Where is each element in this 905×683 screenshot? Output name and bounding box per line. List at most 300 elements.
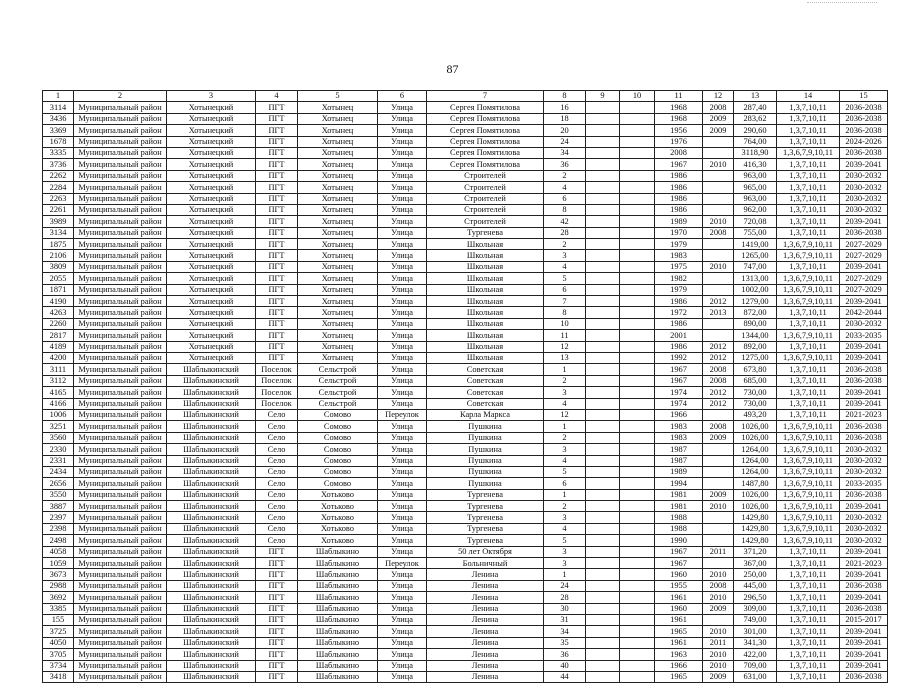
cell-year-ref (703, 193, 734, 204)
cell-area: 250,00 (734, 569, 777, 580)
column-header-3: 3 (167, 91, 256, 102)
cell-settlement: Хотынец (298, 204, 378, 215)
cell-year-ref (703, 466, 734, 477)
table-row (43, 375, 888, 386)
cell-building (586, 478, 620, 489)
cell-district: Хотынецкий (167, 239, 256, 250)
cell-street-type: Улица (378, 330, 427, 341)
cell-municipality-type: Муниципальный район (74, 364, 167, 375)
cell-letter (620, 432, 655, 443)
cell-year-ref (703, 614, 734, 625)
cell-year-ref (703, 512, 734, 523)
cell-house-number: 1 (544, 489, 586, 500)
column-header-12: 12 (703, 91, 734, 102)
cell-settlement-type: ПГТ (256, 592, 298, 603)
cell-id: 3989 (43, 216, 74, 227)
cell-municipality-type: Муниципальный район (74, 318, 167, 329)
cell-id: 3385 (43, 603, 74, 614)
cell-period: 2030-2032 (840, 466, 888, 477)
cell-letter (620, 125, 655, 136)
cell-area: 1026,00 (734, 489, 777, 500)
table-row (43, 558, 888, 569)
column-header-5: 5 (298, 91, 378, 102)
cell-year-ref (703, 478, 734, 489)
cell-house-number: 4 (544, 182, 586, 193)
cell-letter (620, 592, 655, 603)
cell-year-ref (703, 239, 734, 250)
cell-period: 2036-2038 (840, 421, 888, 432)
cell-year-ref: 2008 (703, 375, 734, 386)
cell-municipality-type: Муниципальный район (74, 102, 167, 113)
cell-building (586, 307, 620, 318)
cell-building (586, 512, 620, 523)
cell-period: 2039-2041 (840, 637, 888, 648)
cell-work-types: 1,3,7,10,11 (777, 261, 840, 272)
cell-letter (620, 603, 655, 614)
cell-district: Шаблыкинский (167, 523, 256, 534)
cell-street-type: Улица (378, 170, 427, 181)
cell-settlement-type: ПГТ (256, 273, 298, 284)
table-row (43, 466, 888, 477)
cell-settlement-type: ПГТ (256, 649, 298, 660)
cell-year-ref: 2009 (703, 113, 734, 124)
cell-period: 2039-2041 (840, 649, 888, 660)
cell-house-number: 5 (544, 535, 586, 546)
cell-year-ref: 2012 (703, 387, 734, 398)
cell-building (586, 261, 620, 272)
table-row (43, 239, 888, 250)
cell-letter (620, 239, 655, 250)
cell-work-types: 1,3,7,10,11 (777, 649, 840, 660)
cell-street: Ленина (427, 569, 544, 580)
cell-area: 720,08 (734, 216, 777, 227)
cell-area: 709,00 (734, 660, 777, 671)
cell-house-number: 3 (544, 250, 586, 261)
cell-id: 2434 (43, 466, 74, 477)
cell-settlement: Сомово (298, 444, 378, 455)
cell-area: 1419,00 (734, 239, 777, 250)
cell-letter (620, 671, 655, 682)
cell-work-types: 1,3,7,10,11 (777, 375, 840, 386)
cell-area: 371,20 (734, 546, 777, 557)
cell-street: Пушкина (427, 466, 544, 477)
cell-work-types: 1,3,7,10,11 (777, 603, 840, 614)
cell-house-number: 6 (544, 193, 586, 204)
cell-letter (620, 261, 655, 272)
cell-year-ref: 2009 (703, 671, 734, 682)
cell-settlement: Шаблыкино (298, 546, 378, 557)
cell-letter (620, 364, 655, 375)
cell-area: 892,00 (734, 341, 777, 352)
cell-house-number: 2 (544, 432, 586, 443)
cell-year-built: 1994 (655, 478, 703, 489)
cell-settlement-type: ПГТ (256, 102, 298, 113)
cell-period: 2036-2038 (840, 603, 888, 614)
cell-district: Шаблыкинский (167, 569, 256, 580)
cell-settlement: Хотынец (298, 193, 378, 204)
cell-year-built: 1961 (655, 614, 703, 625)
cell-letter (620, 660, 655, 671)
cell-house-number: 1 (544, 569, 586, 580)
cell-id: 4058 (43, 546, 74, 557)
cell-house-number: 12 (544, 409, 586, 420)
cell-letter (620, 580, 655, 591)
cell-district: Хотынецкий (167, 318, 256, 329)
cell-settlement-type: ПГТ (256, 626, 298, 637)
cell-work-types: 1,3,7,10,11 (777, 364, 840, 375)
cell-area: 1279,00 (734, 296, 777, 307)
cell-house-number: 36 (544, 159, 586, 170)
cell-street-type: Улица (378, 455, 427, 466)
cell-id: 4200 (43, 352, 74, 363)
table-row (43, 159, 888, 170)
cell-period: 2036-2038 (840, 432, 888, 443)
cell-year-ref: 2009 (703, 603, 734, 614)
cell-building (586, 649, 620, 660)
cell-street: Сергея Помятилова (427, 113, 544, 124)
cell-district: Хотынецкий (167, 170, 256, 181)
cell-year-built: 1986 (655, 318, 703, 329)
cell-period: 2039-2041 (840, 261, 888, 272)
cell-district: Хотынецкий (167, 147, 256, 158)
cell-district: Хотынецкий (167, 261, 256, 272)
cell-year-built: 1967 (655, 159, 703, 170)
cell-year-built: 1975 (655, 261, 703, 272)
cell-building (586, 387, 620, 398)
cell-street-type: Улица (378, 375, 427, 386)
cell-settlement: Хотьково (298, 523, 378, 534)
table-row (43, 284, 888, 295)
cell-settlement: Шаблыкино (298, 660, 378, 671)
cell-settlement-type: ПГТ (256, 182, 298, 193)
cell-area: 445,00 (734, 580, 777, 591)
cell-letter (620, 318, 655, 329)
cell-street: Строителей (427, 193, 544, 204)
cell-house-number: 13 (544, 352, 586, 363)
cell-municipality-type: Муниципальный район (74, 489, 167, 500)
cell-district: Шаблыкинский (167, 592, 256, 603)
cell-year-built: 1963 (655, 649, 703, 660)
cell-year-ref: 2010 (703, 261, 734, 272)
cell-letter (620, 159, 655, 170)
cell-letter (620, 649, 655, 660)
header-row (43, 91, 888, 102)
cell-municipality-type: Муниципальный район (74, 341, 167, 352)
cell-period: 2030-2032 (840, 204, 888, 215)
cell-street: Сергея Помятилова (427, 102, 544, 113)
cell-house-number: 3 (544, 444, 586, 455)
cell-year-ref: 2012 (703, 296, 734, 307)
table-row (43, 660, 888, 671)
cell-district: Шаблыкинский (167, 535, 256, 546)
cell-letter (620, 136, 655, 147)
cell-work-types: 1,3,6,7,9,10,11 (777, 421, 840, 432)
cell-settlement-type: ПГТ (256, 614, 298, 625)
cell-settlement-type: ПГТ (256, 216, 298, 227)
cell-year-built: 1974 (655, 387, 703, 398)
cell-area: 764,00 (734, 136, 777, 147)
cell-street: Ленина (427, 637, 544, 648)
cell-id: 3550 (43, 489, 74, 500)
column-header-11: 11 (655, 91, 703, 102)
cell-settlement: Сомово (298, 466, 378, 477)
cell-area: 730,00 (734, 387, 777, 398)
cell-letter (620, 170, 655, 181)
cell-settlement: Шаблыкино (298, 671, 378, 682)
cell-municipality-type: Муниципальный район (74, 478, 167, 489)
cell-street-type: Улица (378, 284, 427, 295)
cell-area: 3118,90 (734, 147, 777, 158)
cell-municipality-type: Муниципальный район (74, 523, 167, 534)
cell-work-types: 1,3,7,10,11 (777, 102, 840, 113)
cell-id: 1059 (43, 558, 74, 569)
cell-municipality-type: Муниципальный район (74, 580, 167, 591)
cell-area: 631,00 (734, 671, 777, 682)
cell-settlement: Хотынец (298, 284, 378, 295)
table-row (43, 478, 888, 489)
cell-letter (620, 558, 655, 569)
cell-district: Шаблыкинский (167, 546, 256, 557)
cell-id: 2398 (43, 523, 74, 534)
cell-period: 2033-2035 (840, 330, 888, 341)
cell-area: 1429,80 (734, 535, 777, 546)
cell-street-type: Улица (378, 113, 427, 124)
cell-building (586, 660, 620, 671)
cell-district: Шаблыкинский (167, 603, 256, 614)
cell-settlement-type: Село (256, 501, 298, 512)
cell-municipality-type: Муниципальный район (74, 261, 167, 272)
cell-settlement-type: ПГТ (256, 261, 298, 272)
cell-letter (620, 455, 655, 466)
cell-district: Шаблыкинский (167, 421, 256, 432)
cell-period: 2039-2041 (840, 660, 888, 671)
cell-street: Школьная (427, 330, 544, 341)
cell-street-type: Улица (378, 273, 427, 284)
cell-settlement-type: ПГТ (256, 193, 298, 204)
cell-period: 2036-2038 (840, 147, 888, 158)
cell-year-built: 1961 (655, 637, 703, 648)
cell-municipality-type: Муниципальный район (74, 227, 167, 238)
cell-municipality-type: Муниципальный район (74, 466, 167, 477)
cell-house-number: 34 (544, 626, 586, 637)
cell-settlement: Сельстрой (298, 387, 378, 398)
cell-area: 422,00 (734, 649, 777, 660)
cell-house-number: 2 (544, 501, 586, 512)
cell-period: 2030-2032 (840, 170, 888, 181)
table-row (43, 136, 888, 147)
cell-period: 2039-2041 (840, 626, 888, 637)
cell-letter (620, 466, 655, 477)
cell-area: 290,60 (734, 125, 777, 136)
cell-street-type: Улица (378, 147, 427, 158)
cell-municipality-type: Муниципальный район (74, 113, 167, 124)
cell-street-type: Улица (378, 398, 427, 409)
cell-district: Шаблыкинский (167, 649, 256, 660)
scan-artifact (807, 2, 877, 11)
cell-year-built: 1979 (655, 239, 703, 250)
cell-settlement-type: ПГТ (256, 352, 298, 363)
cell-settlement-type: ПГТ (256, 318, 298, 329)
cell-work-types: 1,3,7,10,11 (777, 125, 840, 136)
cell-street: Школьная (427, 261, 544, 272)
cell-work-types: 1,3,7,10,11 (777, 182, 840, 193)
cell-municipality-type: Муниципальный район (74, 614, 167, 625)
cell-work-types: 1,3,6,7,9,10,11 (777, 489, 840, 500)
cell-work-types: 1,3,7,10,11 (777, 307, 840, 318)
cell-street: Ленина (427, 671, 544, 682)
cell-id: 1875 (43, 239, 74, 250)
cell-letter (620, 546, 655, 557)
cell-municipality-type: Муниципальный район (74, 660, 167, 671)
cell-letter (620, 250, 655, 261)
cell-house-number: 44 (544, 671, 586, 682)
cell-settlement: Хотынец (298, 170, 378, 181)
table-row (43, 444, 888, 455)
cell-year-ref: 2008 (703, 364, 734, 375)
cell-building (586, 501, 620, 512)
cell-year-built: 1976 (655, 136, 703, 147)
cell-settlement-type: ПГТ (256, 660, 298, 671)
cell-street-type: Улица (378, 159, 427, 170)
cell-street: Школьная (427, 341, 544, 352)
table-row (43, 113, 888, 124)
table-row (43, 546, 888, 557)
cell-area: 890,00 (734, 318, 777, 329)
cell-work-types: 1,3,7,10,11 (777, 398, 840, 409)
cell-area: 963,00 (734, 193, 777, 204)
cell-work-types: 1,3,7,10,11 (777, 569, 840, 580)
column-header-4: 4 (256, 91, 298, 102)
cell-district: Шаблыкинский (167, 455, 256, 466)
cell-year-built: 1965 (655, 671, 703, 682)
cell-district: Хотынецкий (167, 102, 256, 113)
cell-id: 2498 (43, 535, 74, 546)
cell-building (586, 580, 620, 591)
cell-street: Школьная (427, 318, 544, 329)
cell-area: 367,00 (734, 558, 777, 569)
cell-district: Шаблыкинский (167, 660, 256, 671)
cell-street: Школьная (427, 296, 544, 307)
cell-work-types: 1,3,7,10,11 (777, 546, 840, 557)
cell-municipality-type: Муниципальный район (74, 535, 167, 546)
cell-year-ref: 2009 (703, 125, 734, 136)
cell-area: 296,50 (734, 592, 777, 603)
cell-letter (620, 330, 655, 341)
cell-building (586, 444, 620, 455)
cell-building (586, 421, 620, 432)
cell-year-built: 1960 (655, 603, 703, 614)
cell-year-built: 1987 (655, 455, 703, 466)
cell-letter (620, 284, 655, 295)
cell-building (586, 318, 620, 329)
table-row (43, 569, 888, 580)
cell-year-ref: 2010 (703, 660, 734, 671)
cell-building (586, 603, 620, 614)
cell-house-number: 16 (544, 102, 586, 113)
cell-year-ref: 2009 (703, 489, 734, 500)
cell-house-number: 2 (544, 375, 586, 386)
cell-settlement: Шаблыкино (298, 614, 378, 625)
cell-settlement-type: Поселок (256, 375, 298, 386)
cell-settlement: Хотынец (298, 318, 378, 329)
cell-period: 2036-2038 (840, 364, 888, 375)
cell-building (586, 227, 620, 238)
cell-street: Больничный (427, 558, 544, 569)
cell-house-number: 8 (544, 307, 586, 318)
cell-area: 1026,00 (734, 432, 777, 443)
cell-period: 2036-2038 (840, 113, 888, 124)
table-row (43, 193, 888, 204)
cell-settlement-type: ПГТ (256, 296, 298, 307)
column-header-14: 14 (777, 91, 840, 102)
cell-id: 2817 (43, 330, 74, 341)
cell-area: 1275,00 (734, 352, 777, 363)
cell-year-ref: 2012 (703, 398, 734, 409)
cell-period: 2039-2041 (840, 546, 888, 557)
cell-street-type: Улица (378, 671, 427, 682)
cell-id: 2106 (43, 250, 74, 261)
cell-settlement-type: Село (256, 444, 298, 455)
cell-period: 2030-2032 (840, 182, 888, 193)
cell-building (586, 204, 620, 215)
cell-building (586, 466, 620, 477)
column-header-6: 6 (378, 91, 427, 102)
table-row (43, 216, 888, 227)
cell-district: Шаблыкинский (167, 398, 256, 409)
cell-letter (620, 307, 655, 318)
cell-year-built: 1967 (655, 364, 703, 375)
cell-year-ref: 2010 (703, 501, 734, 512)
cell-municipality-type: Муниципальный район (74, 432, 167, 443)
cell-year-built: 1981 (655, 489, 703, 500)
housing-registry-table (42, 90, 888, 683)
cell-settlement-type: ПГТ (256, 307, 298, 318)
cell-house-number: 3 (544, 387, 586, 398)
cell-district: Хотынецкий (167, 136, 256, 147)
cell-letter (620, 501, 655, 512)
cell-settlement-type: ПГТ (256, 558, 298, 569)
cell-street-type: Улица (378, 193, 427, 204)
cell-year-built: 1967 (655, 546, 703, 557)
cell-street: Ленина (427, 592, 544, 603)
cell-settlement: Хотынец (298, 273, 378, 284)
cell-work-types: 1,3,7,10,11 (777, 159, 840, 170)
cell-district: Хотынецкий (167, 216, 256, 227)
cell-municipality-type: Муниципальный район (74, 569, 167, 580)
cell-id: 1871 (43, 284, 74, 295)
cell-street-type: Улица (378, 250, 427, 261)
cell-id: 2331 (43, 455, 74, 466)
cell-street: Пушкина (427, 444, 544, 455)
cell-year-ref: 2010 (703, 626, 734, 637)
cell-building (586, 523, 620, 534)
cell-house-number: 11 (544, 330, 586, 341)
cell-street-type: Улица (378, 125, 427, 136)
cell-year-ref: 2013 (703, 307, 734, 318)
cell-work-types: 1,3,7,10,11 (777, 341, 840, 352)
cell-year-ref: 2008 (703, 580, 734, 591)
cell-house-number: 34 (544, 147, 586, 158)
cell-year-built: 1989 (655, 216, 703, 227)
cell-house-number: 42 (544, 216, 586, 227)
table-row (43, 614, 888, 625)
cell-house-number: 4 (544, 261, 586, 272)
cell-settlement: Сельстрой (298, 398, 378, 409)
cell-id: 2261 (43, 204, 74, 215)
cell-district: Шаблыкинский (167, 489, 256, 500)
cell-street: Пушкина (427, 421, 544, 432)
cell-work-types: 1,3,6,7,9,10,11 (777, 296, 840, 307)
